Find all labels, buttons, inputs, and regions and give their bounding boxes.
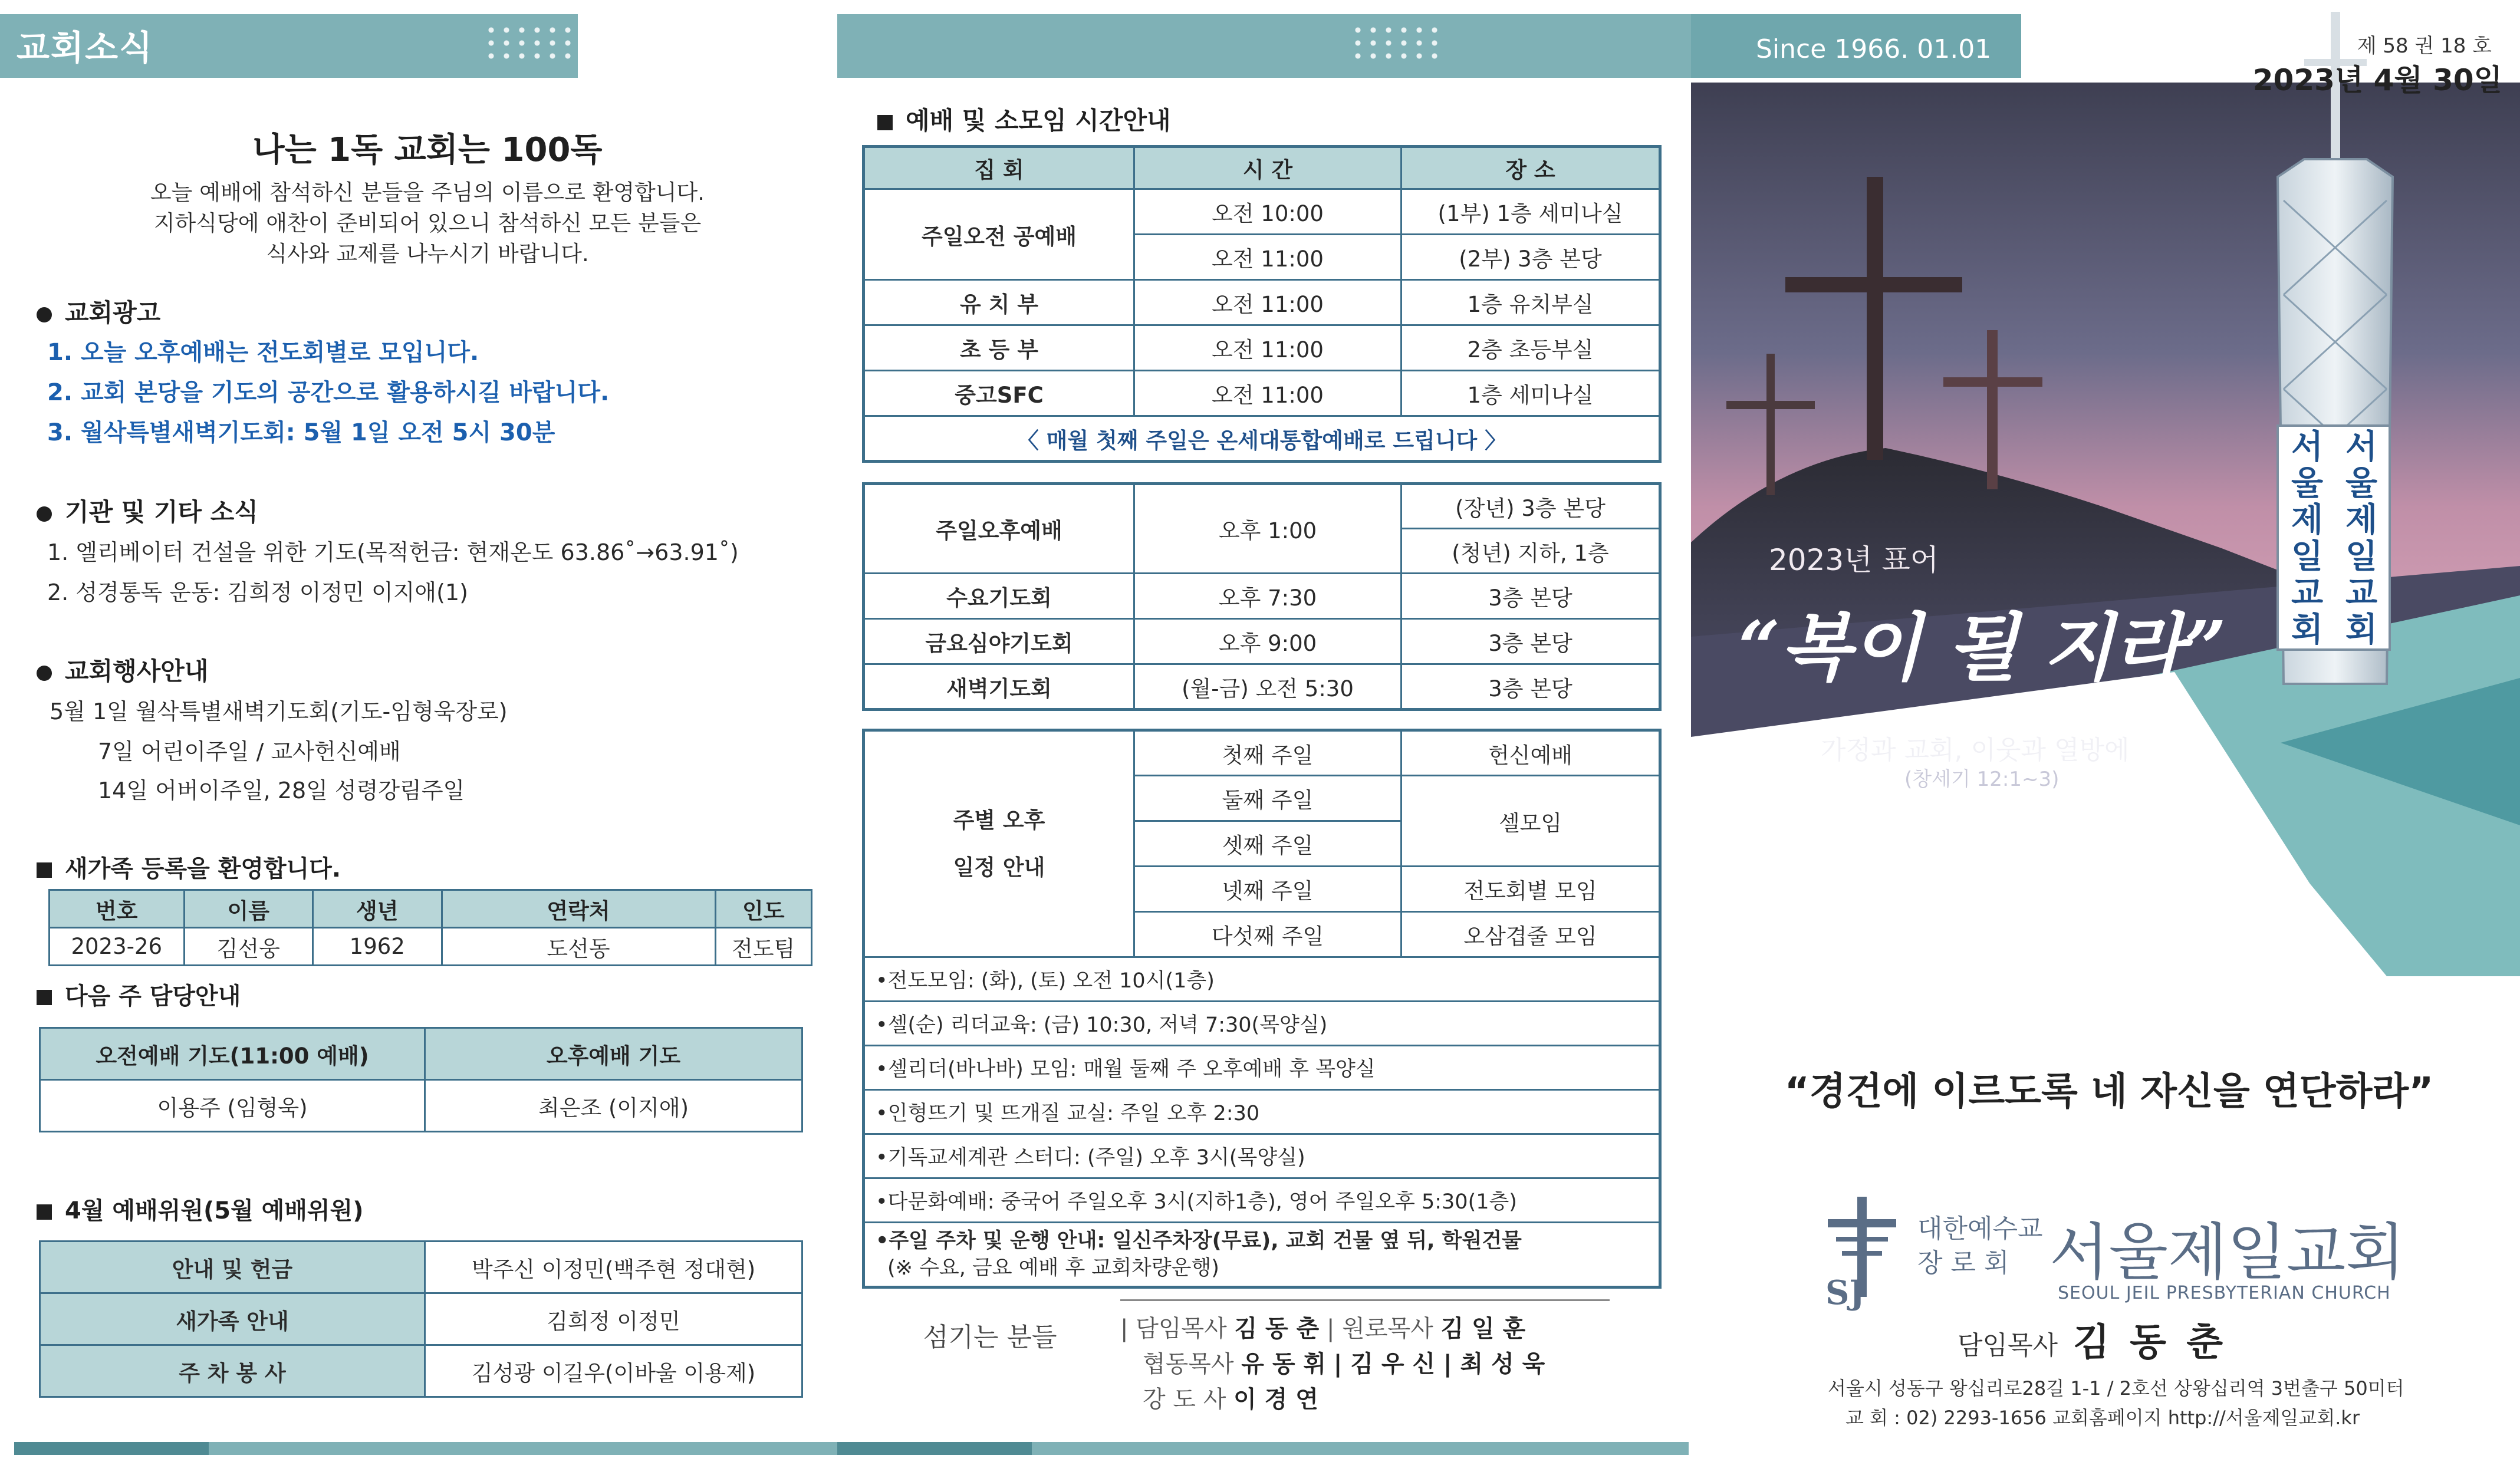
table-cell: 전도회별 모임 [1402, 867, 1660, 912]
col-header: 인도 [715, 890, 811, 928]
square-bullet-icon [37, 990, 52, 1005]
welcome-line: 지하식당에 애찬이 준비되어 있으니 참석하신 모든 분들은 [153, 210, 702, 236]
notice-row: •셀(순) 리더교육: (금) 10:30, 저녁 7:30(목양실) [864, 1002, 1660, 1046]
table-cell: 첫째 주일 [1134, 730, 1402, 776]
col-header: 집 회 [864, 147, 1134, 189]
server-name: | 김 우 신 | 최 성 욱 [1333, 1351, 1545, 1378]
agency-heading: 기관 및 기타 소식 [37, 493, 258, 528]
table-cell: 김희정 이정민 [425, 1293, 802, 1345]
bottom-band-dark [14, 1442, 209, 1455]
ushers-table [39, 1240, 803, 1398]
service-name: 초 등 부 [864, 325, 1134, 371]
table-cell: 도선동 [442, 928, 715, 966]
table-cell: 3층 본당 [1402, 574, 1660, 619]
table-cell: 1층 세미나실 [1402, 371, 1660, 416]
parking-notice [864, 1223, 1660, 1288]
cross-icon [1726, 401, 1815, 409]
table-cell: (월-금) 오전 5:30 [1134, 664, 1402, 710]
schedule-table-notes [862, 729, 1662, 1289]
table-cell: 전도팀 [715, 928, 811, 966]
table-cell: 둘째 주일 [1134, 776, 1402, 821]
motto-reference: (창세기 12:1~3) [1904, 768, 2060, 791]
table-cell: 박주신 이정민(백주현 정대현) [425, 1242, 802, 1293]
table-cell: 오전 11:00 [1134, 371, 1402, 416]
table-cell: 오삼겹줄 모임 [1402, 912, 1660, 957]
servers-row [1143, 1381, 1318, 1414]
ad-item: 2. 교회 본당을 기도의 공간으로 활용하시길 바랍니다. [47, 379, 610, 406]
square-bullet-icon [877, 115, 893, 130]
notice-row: •기독교세계관 스터디: (주일) 오후 3시(목양실) [864, 1134, 1660, 1178]
table-cell: 셋째 주일 [1134, 821, 1402, 867]
role-cell: 새가족 안내 [40, 1293, 425, 1345]
col-header: 이름 [184, 890, 313, 928]
table-cell: 오후 1:00 [1134, 484, 1402, 574]
col-header: 시 간 [1134, 147, 1402, 189]
cross-icon [1785, 277, 1962, 292]
denomination-line: 장 로 회 [1917, 1248, 2009, 1278]
cross-icon [1943, 377, 2042, 387]
section-header-label: 교회소식 [17, 28, 154, 68]
notice-row: •셀리더(바나바) 모임: 매월 둘째 주 오후예배 후 목양실 [864, 1046, 1660, 1090]
church-name: 서울제일교회 [2049, 1216, 2405, 1288]
col-header: 연락처 [442, 890, 715, 928]
table-cell: 1962 [313, 928, 442, 966]
parking-sub: (※ 수요, 금요 예배 후 교회차량운행) [887, 1256, 1219, 1280]
since-text: Since 1966. 01.01 [1756, 34, 1992, 64]
ushers-heading: 4월 예배위원(5월 예배위원) [37, 1192, 363, 1226]
cover-artwork [1691, 0, 2520, 976]
bullet-icon [37, 307, 52, 322]
table-cell: (장년) 3층 본당 [1402, 484, 1660, 529]
table-cell: (1부) 1층 세미나실 [1402, 189, 1660, 235]
cross-icon [1766, 354, 1775, 495]
notice-row: •다문화예배: 중국어 주일오후 3시(지하1층), 영어 주일오후 5:30(1층) [864, 1178, 1660, 1223]
event-item: 7일 어린이주일 / 교사헌신예배 [98, 739, 401, 765]
agency-item: 1. 엘리베이터 건설을 위한 기도(목적헌금: 현재온도 63.86˚→63.91˚) [47, 539, 739, 565]
schedule-heading: 예배 및 소모임 시간안내 [877, 101, 1171, 137]
table-cell: 최은조 (이지애) [425, 1080, 802, 1132]
cover-illustration [1691, 0, 2520, 976]
decor-dots [483, 24, 572, 62]
tower-sign-text: 서울제일교회 [2291, 428, 2324, 649]
table-cell: (청년) 지하, 1층 [1402, 529, 1660, 574]
agency-item: 2. 성경통독 운동: 김희정 이정민 이지애(1) [47, 579, 468, 605]
tower-sign-text: 서울제일교회 [2345, 428, 2378, 649]
pastor-label: 담임목사 [1958, 1331, 2058, 1361]
table-cell: 넷째 주일 [1134, 867, 1402, 912]
bullet-icon [37, 666, 52, 681]
table-cell: (2부) 3층 본당 [1402, 235, 1660, 280]
motto-title: “복이 될 지라” [1738, 605, 2226, 691]
server-role: 강 도 사 [1143, 1386, 1226, 1413]
top-band-mid [837, 14, 1691, 78]
schedule-table-morning [862, 145, 1662, 463]
service-name: 새벽기도회 [864, 664, 1134, 710]
weekly-name-line: 주별 오후 [953, 807, 1045, 833]
table-cell: 김선웅 [184, 928, 313, 966]
cover-verse: “경건에 이르도록 네 자신을 연단하라” [1784, 1070, 2434, 1114]
parking-line: •주일 주차 및 운행 안내: 일신주차장(무료), 교회 건물 옆 뒤, 학원건물 [876, 1229, 1522, 1253]
bottom-band-dark [837, 1442, 1032, 1455]
servers-divider [1120, 1299, 1610, 1301]
table-cell: 셀모임 [1402, 776, 1660, 867]
col-header: 오후예배 기도 [425, 1028, 802, 1080]
notice-row: •인형뜨기 및 뜨개질 교실: 주일 오후 2:30 [864, 1090, 1660, 1134]
table-cell: 오후 9:00 [1134, 619, 1402, 664]
col-header: 장 소 [1402, 147, 1660, 189]
servers-row [1120, 1310, 1525, 1344]
nextweek-heading: 다음 주 담당안내 [37, 977, 241, 1011]
table-cell: 헌신예배 [1402, 730, 1660, 776]
col-header: 번호 [50, 890, 185, 928]
table-cell: 1층 유치부실 [1402, 280, 1660, 325]
table-cell: 2층 초등부실 [1402, 325, 1660, 371]
table-cell: 오전 10:00 [1134, 189, 1402, 235]
nextweek-table [39, 1027, 803, 1132]
weekly-name-line: 일정 안내 [953, 854, 1045, 880]
church-name-en: SEOUL JEIL PRESBYTERIAN CHURCH [2058, 1283, 2391, 1303]
ad-item: 1. 오늘 오후예배는 전도회별로 모입니다. [47, 339, 479, 366]
newfamily-table [48, 889, 812, 966]
server-role: 협동목사 [1143, 1351, 1234, 1378]
events-heading: 교회행사안내 [37, 652, 208, 687]
service-name: 주일오후예배 [864, 484, 1134, 574]
service-name: 중고SFC [864, 371, 1134, 416]
event-item: 5월 1일 월삭특별새벽기도회(기도-임형욱장로) [50, 699, 508, 725]
table-cell: 오전 11:00 [1134, 280, 1402, 325]
motto-year: 2023년 표어 [1769, 543, 1939, 577]
church-address: 서울시 성동구 왕십리로28길 1-1 / 2호선 상왕십리역 3번출구 50미터 [1828, 1377, 2404, 1400]
table-cell: 오전 11:00 [1134, 325, 1402, 371]
service-name: 금요심야기도회 [864, 619, 1134, 664]
monthly-note: 〈 매월 첫째 주일은 온세대통합예배로 드립니다 〉 [864, 416, 1660, 462]
table-cell: 다섯째 주일 [1134, 912, 1402, 957]
logo-text: SJ [1825, 1273, 1865, 1312]
weekly-schedule-name [864, 730, 1134, 957]
denomination-line: 대한예수교 [1917, 1214, 2043, 1244]
volume-text: 제 58 권 18 호 [2357, 34, 2492, 58]
col-header: 오전예배 기도(11:00 예배) [40, 1028, 425, 1080]
cross-icon [1987, 330, 1998, 489]
cross-icon [1867, 177, 1883, 460]
server-role: | 담임목사 [1120, 1315, 1227, 1342]
decor-dots [1350, 24, 1439, 62]
bullet-icon [37, 506, 52, 522]
event-item: 14일 어버이주일, 28일 성령강림주일 [98, 778, 465, 804]
pastor-name: 김 동 춘 [2073, 1321, 2227, 1365]
server-name: 김 일 훈 [1440, 1315, 1526, 1342]
church-logo [1822, 1197, 1904, 1315]
notice-row: •전도모임: (화), (토) 오전 10시(1층) [864, 957, 1660, 1002]
service-name: 주일오전 공예배 [864, 189, 1134, 280]
issue-date: 2023년 4월 30일 [2252, 63, 2502, 97]
welcome-line: 오늘 예배에 참석하신 분들을 주님의 이름으로 환영합니다. [150, 180, 705, 205]
table-cell: 김성광 이길우(이바울 이용제) [425, 1345, 802, 1397]
table-cell: 3층 본당 [1402, 619, 1660, 664]
role-cell: 안내 및 헌금 [40, 1242, 425, 1293]
server-name: 김 동 춘 [1234, 1315, 1320, 1342]
square-bullet-icon [37, 862, 52, 878]
motto-subtitle: 가정과 교회, 이웃과 열방에 [1821, 735, 2130, 765]
server-role: | 원로목사 [1326, 1315, 1433, 1342]
church-contact: 교 회 : 02) 2293-1656 교회홈페이지 http://서울제일교회.kr [1845, 1407, 2360, 1429]
table-cell: 오전 11:00 [1134, 235, 1402, 280]
table-cell: 2023-26 [50, 928, 185, 966]
welcome-title: 나는 1독 교회는 100독 [252, 131, 603, 169]
table-cell: 오후 7:30 [1134, 574, 1402, 619]
square-bullet-icon [37, 1204, 52, 1220]
server-name: 이 경 연 [1233, 1386, 1318, 1413]
servers-row [1143, 1345, 1545, 1379]
service-name: 수요기도회 [864, 574, 1134, 619]
table-cell: 3층 본당 [1402, 664, 1660, 710]
newfamily-heading: 새가족 등록을 환영합니다. [37, 850, 341, 884]
welcome-line: 식사와 교제를 나누시기 바랍니다. [266, 241, 589, 266]
schedule-table-weekday [862, 482, 1662, 711]
server-name: 유 동 휘 [1241, 1351, 1327, 1378]
servers-label: 섬기는 분들 [923, 1322, 1057, 1352]
table-cell: 이용주 (임형욱) [40, 1080, 425, 1132]
service-name: 유 치 부 [864, 280, 1134, 325]
ad-item: 3. 월삭특별새벽기도회: 5월 1일 오전 5시 30분 [47, 419, 555, 446]
ads-heading: 교회광고 [37, 294, 160, 329]
role-cell: 주 차 봉 사 [40, 1345, 425, 1397]
col-header: 생년 [313, 890, 442, 928]
